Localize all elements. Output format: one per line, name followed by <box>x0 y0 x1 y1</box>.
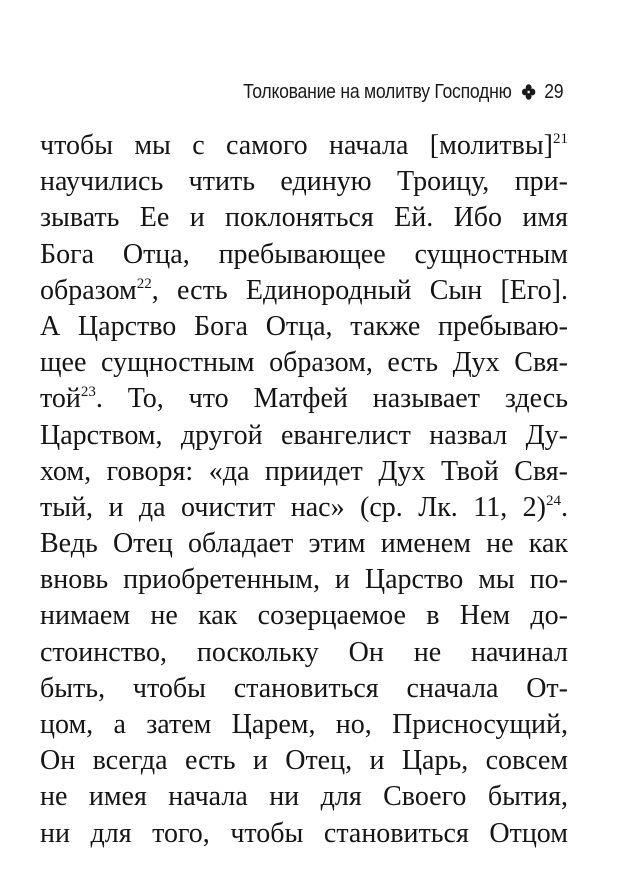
text-line: чтобы мы с самого начала [молитвы]$^{21}$ <box>40 130 568 161</box>
text-line: Он всегда есть и Отец, и Царь, совсем <box>40 745 568 777</box>
running-title: Толкование на молитву Господню <box>242 80 512 103</box>
text-line: нимаем не как созерцаемое в Нем до- <box>40 600 568 632</box>
text-line: Бога Отца, пребывающее сущностным <box>40 238 568 270</box>
text-line: А Царство Бога Отца, также пребываю- <box>40 310 568 342</box>
running-header <box>243 80 563 104</box>
text-line: щее сущностным образом, есть Дух Свя- <box>40 347 568 379</box>
fleuron-icon <box>522 84 536 100</box>
body-text <box>40 128 568 852</box>
text-line: хом, говоря: «да приидет Дух Твой Свя- <box>40 455 568 487</box>
footnote-ref[interactable]: 24 <box>546 492 561 509</box>
footnote-ref[interactable]: 22 <box>136 275 152 292</box>
text-line: зывать Ее и поклоняться Ей. Ибо имя <box>40 202 568 234</box>
text-line: тый, и да очистит нас» (ср. Лк. 11, 2)$^{24}$. <box>40 491 568 523</box>
text-line: быть, чтобы становиться сначала От- <box>40 672 568 704</box>
text-line: ни для того, чтобы становиться Отцом <box>40 817 568 849</box>
text-line: не имея начала ни для Своего бытия, <box>40 781 568 813</box>
page-number: 29 <box>543 80 563 103</box>
text-line: цом, а затем Царем, но, Присносущий, <box>40 709 568 740</box>
text-line: той$^{23}$. То, что Матфей называет здесь <box>40 383 568 415</box>
text-line: научились чтить единую Троицу, при- <box>40 166 568 198</box>
footnote-ref[interactable]: 21 <box>553 131 568 147</box>
text-line: Ведь Отец обладает этим именем не как <box>40 528 568 560</box>
text-line: образом$^{22}$, есть Единородный Сын [Его]. <box>40 274 568 306</box>
text-line: вновь приобретенным, и Царство мы по- <box>40 564 568 596</box>
text-line: Царством, другой евангелист назвал Ду- <box>40 419 568 451</box>
footnote-ref[interactable]: 23 <box>80 384 96 401</box>
text-line: стоинство, поскольку Он не начинал <box>40 636 568 668</box>
